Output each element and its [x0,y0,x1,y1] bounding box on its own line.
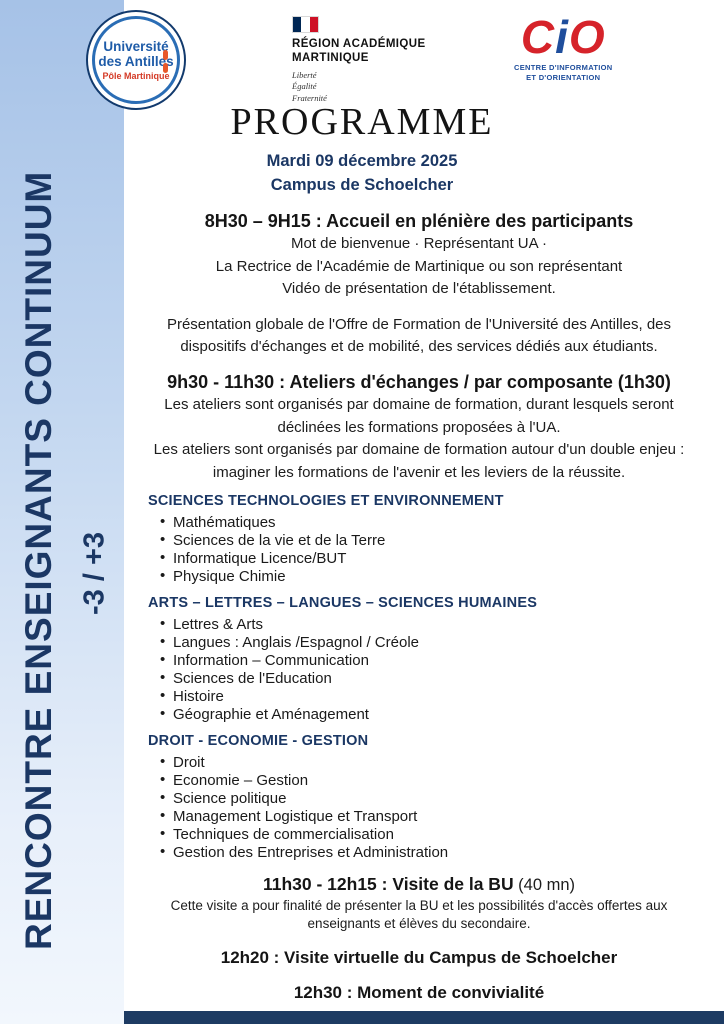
region-logo-motto [292,70,426,104]
french-flag-icon [292,16,319,33]
list-item: • Management Logistique et Transport [158,808,710,826]
list-item: • Information – Communication [158,652,710,670]
cio-logo [514,11,613,83]
session3-heading-duration: (40 mn) [513,875,576,894]
ua-logo-circle [86,10,186,110]
list-item: • Science politique [158,790,710,808]
list-item: • Mathématiques [158,514,710,532]
list-item: • Lettres & Arts [158,616,710,634]
category-items [158,514,710,586]
list-item: • Physique Chimie [158,568,710,586]
list-item: • Gestion des Entreprises et Administration [158,844,710,862]
category-arts-lettres [148,594,710,724]
list-item: • Sciences de l'Education [158,670,710,688]
list-item: • Langues : Anglais /Espagnol / Créole [158,634,710,652]
ua-logo-accent-mark [163,50,168,76]
workshop-categories [128,492,710,862]
region-academique-logo [292,16,426,104]
page-title: PROGRAMME [230,101,494,143]
session1-line1: Mot de bienvenue · Représentant UA · [291,235,547,253]
cio-wordmark: CiO [520,11,606,63]
bottom-bar [124,1011,724,1024]
category-droit-eco [148,732,710,862]
programme-content [128,210,710,1003]
list-item: • Droit [158,754,710,772]
session2-heading: 9h30 - 11h30 : Ateliers d'échanges / par composante (1h30) [167,371,671,392]
ua-logo-line1: Université [103,38,169,54]
event-location: Campus de Schoelcher [270,175,454,194]
session1-line3: Vidéo de présentation de l'établissement. [282,280,556,298]
date-block [0,150,724,198]
event-subtitle-vertical: -3 / +3 [78,531,111,615]
list-item: • Techniques de commercialisation [158,826,710,844]
session3-heading-bold: 11h30 - 12h15 : Visite de la BU [262,873,514,894]
category-items [158,616,710,724]
session4-heading: 12h20 : Visite virtuelle du Campus de Schoelcher [220,947,618,967]
event-title-vertical: RENCONTRE ENSEIGNANTS CONTINUUM [18,170,59,950]
cio-subtitle: CENTRE D'INFORMATION ET D'ORIENTATION [514,62,613,82]
motto-liberte: Liberté [292,69,317,80]
event-date: Mardi 09 décembre 2025 [266,152,458,170]
list-item: • Sciences de la vie et de la Terre [158,532,710,550]
session3-note: Cette visite a pour finalité de présenter la BU et les possibilités d'accès offertes aux enseignants et élèves du secondaire. [170,898,668,932]
category-sciences [148,492,710,586]
list-item: • Géographie et Aménagement [158,706,710,724]
list-item: • Economie – Gestion [158,772,710,790]
universite-antilles-logo [86,10,186,110]
session1-line2: La Rectrice de l'Académie de Martinique ou son représentant [215,257,623,275]
session3-heading [128,873,710,896]
motto-fraternite: Fraternité [292,92,327,103]
list-item: • Histoire [158,688,710,706]
category-title: ARTS – LETTRES – LANGUES – SCIENCES HUMAINES [148,595,538,612]
motto-egalite: Égalité [292,81,317,92]
list-item: • Informatique Licence/BUT [158,550,710,568]
session1-heading: 8H30 – 9H15 : Accueil en plénière des participants [204,211,634,231]
region-logo-line2: MARTINIQUE [292,52,369,65]
session1-paragraph: Présentation globale de l'Offre de Formation de l'Université des Antilles, des dispositifs d'échanges et de mobilité, des services dédiés aux étudiants. [166,315,672,356]
category-items [158,754,710,862]
ua-logo-line3: Pôle Martinique [102,71,170,82]
category-title: DROIT - ECONOMIE - GESTION [148,732,369,749]
ua-logo-line2: des Antilles [98,54,174,69]
region-logo-line1: RÉGION ACADÉMIQUE [292,38,426,50]
category-title: SCIENCES TECHNOLOGIES ET ENVIRONNEMENT [148,493,504,510]
title-block [0,100,724,144]
session2-line2: Les ateliers sont organisés par domaine de formation autour d'un double enjeu : imaginer les formations de l'avenir et les leviers de la réussite. [153,441,685,481]
session5-heading: 12h30 : Moment de convivialité [293,982,545,1002]
session2-line1: Les ateliers sont organisés par domaine de formation, durant lesquels seront déclinées les formations proposées à l'UA. [164,396,674,436]
